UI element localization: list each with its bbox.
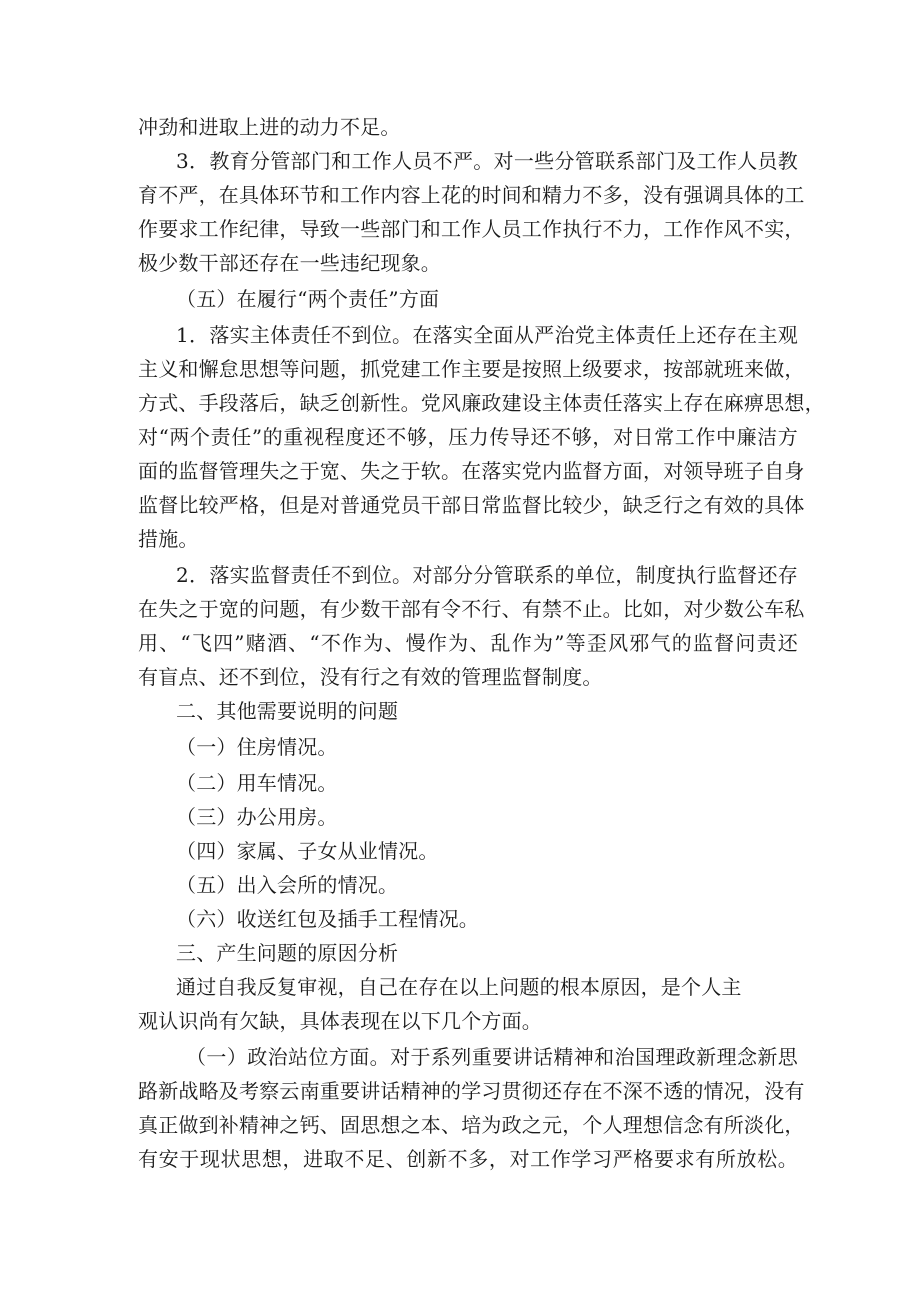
paragraph-line: 2．落实监督责任不到位。对部分分管联系的单位，制度执行监督还存 — [176, 563, 798, 587]
list-item: （三）办公用房。 — [176, 805, 338, 829]
paragraph-line: 作要求工作纪律，导致一些部门和工作人员工作执行不力，工作作风不实， — [138, 217, 805, 241]
paragraph-line: 1．落实主体责任不到位。在落实全面从严治党主体责任上还存在主观 — [176, 323, 798, 347]
paragraph-line: 有盲点、还不到位，没有行之有效的管理监督制度。 — [138, 665, 603, 689]
list-item: （一）住房情况。 — [176, 735, 338, 759]
paragraph-line: （一）政治站位方面。对于系列重要讲话精神和治国理政新理念新思 — [186, 1045, 798, 1069]
paragraph-line: 路新战略及考察云南重要讲话精神的学习贯彻还存在不深不透的情况，没有 — [138, 1079, 805, 1103]
paragraph-line: 观认识尚有欠缺，具体表现在以下几个方面。 — [138, 1009, 542, 1033]
list-item: （四）家属、子女从业情况。 — [176, 839, 439, 863]
paragraph-line: 对“两个责任”的重视程度还不够，压力传导还不够，对日常工作中廉洁方 — [138, 425, 798, 449]
paragraph-line: 在失之于宽的问题，有少数干部有令不行、有禁不止。比如，对少数公车私 — [138, 597, 805, 621]
paragraph-line: 有安于现状思想，进取不足、创新不多，对工作学习严格要求有所放松。 — [138, 1147, 798, 1171]
section-heading: 三、产生问题的原因分析 — [176, 941, 399, 965]
section-heading: 二、其他需要说明的问题 — [176, 699, 399, 723]
paragraph-line: 主义和懈怠思想等问题，抓党建工作主要是按照上级要求，按部就班来做， — [138, 357, 805, 381]
list-item: （五）出入会所的情况。 — [176, 873, 399, 897]
paragraph-line: 冲劲和进取上进的动力不足。 — [138, 115, 401, 139]
paragraph-line: 监督比较严格，但是对普通党员干部日常监督比较少，缺乏行之有效的具体 — [138, 493, 805, 517]
paragraph-line: 3．教育分管部门和工作人员不严。对一些分管联系部门及工作人员教 — [176, 149, 798, 173]
paragraph-line: 措施。 — [138, 527, 199, 551]
paragraph-line: 极少数干部还存在一些违纪现象。 — [138, 251, 441, 275]
paragraph-line: 真正做到补精神之钙、固思想之本、培为政之元，个人理想信念有所淡化， — [138, 1113, 805, 1137]
paragraph-line: 面的监督管理失之于宽、失之于软。在落实党内监督方面，对领导班子自身 — [138, 459, 805, 483]
paragraph-line: 育不严，在具体环节和工作内容上花的时间和精力不多，没有强调具体的工 — [138, 183, 805, 207]
list-item: （二）用车情况。 — [176, 771, 338, 795]
section-heading: （五）在履行“两个责任”方面 — [176, 287, 440, 311]
list-item: （六）收送红包及插手工程情况。 — [176, 907, 479, 931]
paragraph-line: 用、“飞四”赌酒、“不作为、慢作为、乱作为”等歪风邪气的监督问责还 — [138, 631, 798, 655]
paragraph-line: 方式、手段落后，缺乏创新性。党风廉政建设主体责任落实上存在麻痹思想， — [138, 391, 825, 415]
paragraph-line: 通过自我反复审视，自己在存在以上问题的根本原因，是个人主 — [176, 975, 742, 999]
